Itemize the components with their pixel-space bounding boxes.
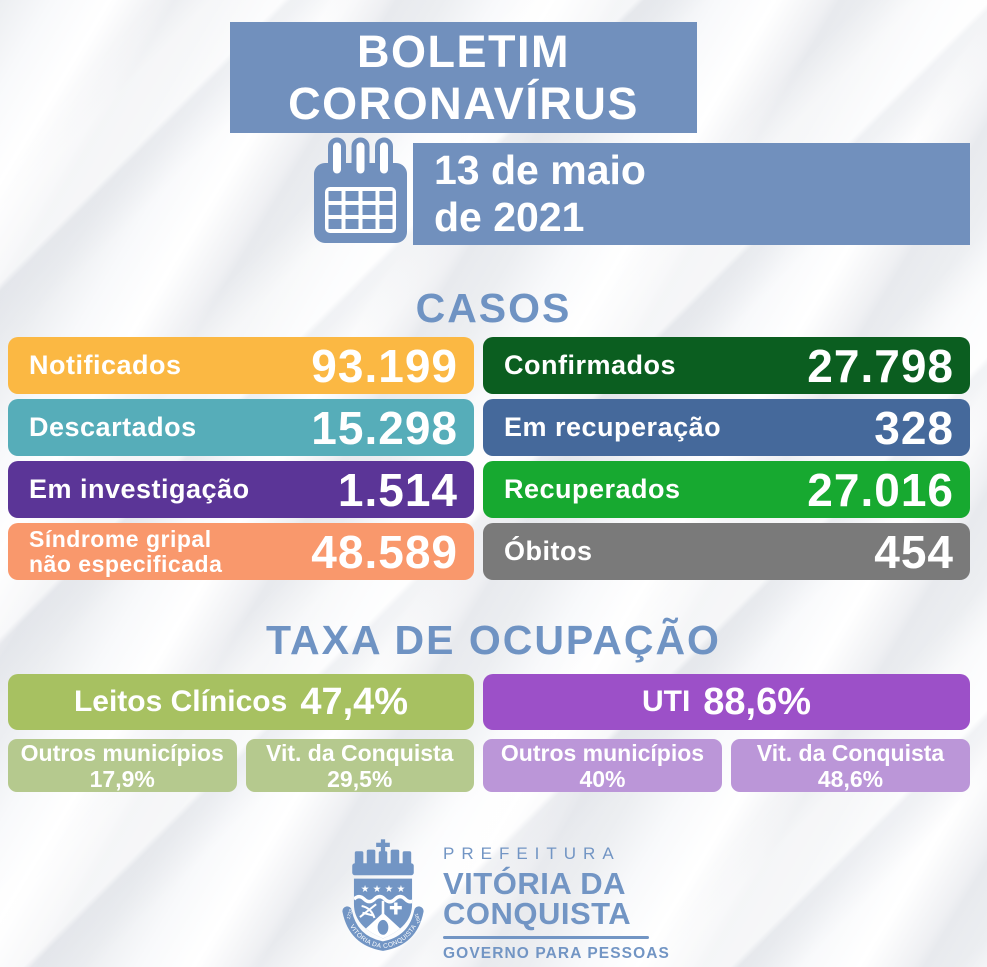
clinical-other-cities-box (8, 739, 237, 792)
stat-value: 15.298 (311, 401, 458, 454)
crest-ribbon-text: VITÓRIA DA CONQUISTA (348, 923, 418, 951)
city-name-line2: CONQUISTA (443, 895, 632, 931)
stat-value: 93.199 (311, 339, 458, 392)
icu-other-cities-box (483, 739, 722, 792)
icu-sub-row (483, 739, 970, 792)
wordmark-divider (443, 936, 649, 939)
occ-sub-value: 29,5% (327, 765, 393, 792)
bulletin-title (230, 22, 697, 133)
occupancy-clinical-column (8, 674, 474, 792)
stat-bar-recuperados (483, 461, 970, 518)
calendar-icon (312, 137, 409, 246)
stat-value: 454 (874, 525, 954, 578)
stat-bar-descartados (8, 399, 474, 456)
stat-label: Recuperados (504, 474, 681, 504)
government-wordmark (443, 833, 670, 963)
occ-sub-value: 17,9% (89, 765, 155, 792)
stat-label: Confirmados (504, 350, 677, 380)
stat-label (29, 527, 222, 577)
stat-value: 48.589 (311, 525, 458, 578)
occ-value: 88,6% (703, 680, 812, 723)
bulletin-title-line2: CORONAVÍRUS (288, 77, 639, 129)
occ-sub-label: Outros municípios (500, 739, 705, 766)
occ-value: 47,4% (300, 680, 409, 723)
cases-heading: CASOS (415, 285, 572, 331)
date-line2: de 2021 (434, 194, 585, 240)
stat-label: Óbitos (504, 536, 593, 566)
icu-conquista-box (731, 739, 970, 792)
occupancy-section (8, 674, 970, 792)
crest-year-right: 1891 (413, 912, 422, 925)
city-crest-icon (336, 833, 430, 955)
footer (0, 833, 987, 963)
stat-bar-obitos (483, 523, 970, 580)
stat-value: 328 (874, 401, 954, 454)
stat-label: Em investigação (29, 474, 250, 504)
occ-label: Leitos Clínicos (73, 685, 288, 718)
icu-bar (483, 674, 970, 730)
cases-grid (8, 337, 970, 580)
stat-bar-sindrome-gripal (8, 523, 474, 580)
stat-label: Descartados (29, 412, 197, 442)
occ-label: UTI (641, 685, 691, 718)
date-line1: 13 de maio (434, 147, 646, 193)
stat-bar-confirmados (483, 337, 970, 394)
occ-sub-value: 48,6% (817, 765, 884, 792)
stat-bar-notificados (8, 337, 474, 394)
occ-sub-label: Outros municípios (20, 739, 224, 766)
occupancy-icu-column (483, 674, 970, 792)
stat-label-line2: não especificada (29, 550, 223, 577)
clinical-sub-row (8, 739, 474, 792)
city-name-line1: VITÓRIA DA (443, 866, 626, 901)
stat-value: 27.016 (807, 463, 954, 516)
date-badge (413, 143, 970, 245)
stat-value: 1.514 (337, 463, 458, 516)
stat-bar-em-investigacao (8, 461, 474, 518)
clinical-conquista-box (246, 739, 475, 792)
stat-value: 27.798 (807, 339, 954, 392)
stat-bar-em-recuperacao (483, 399, 970, 456)
occ-sub-label: Vit. da Conquista (756, 739, 945, 766)
bulletin-title-line1: BOLETIM (357, 25, 570, 77)
stat-label: Em recuperação (504, 412, 722, 442)
crest-year-left: 1733 (345, 908, 354, 920)
occupancy-heading: TAXA DE OCUPAÇÃO (266, 617, 721, 663)
government-slogan: GOVERNO PARA PESSOAS (443, 945, 670, 962)
occ-sub-label: Vit. da Conquista (266, 739, 454, 766)
stat-label: Notificados (29, 350, 182, 380)
occ-sub-value: 40% (579, 765, 626, 792)
clinical-beds-bar (8, 674, 474, 730)
stat-label-line1: Síndrome gripal (29, 525, 212, 552)
prefeitura-label: PREFEITURA (443, 844, 621, 863)
